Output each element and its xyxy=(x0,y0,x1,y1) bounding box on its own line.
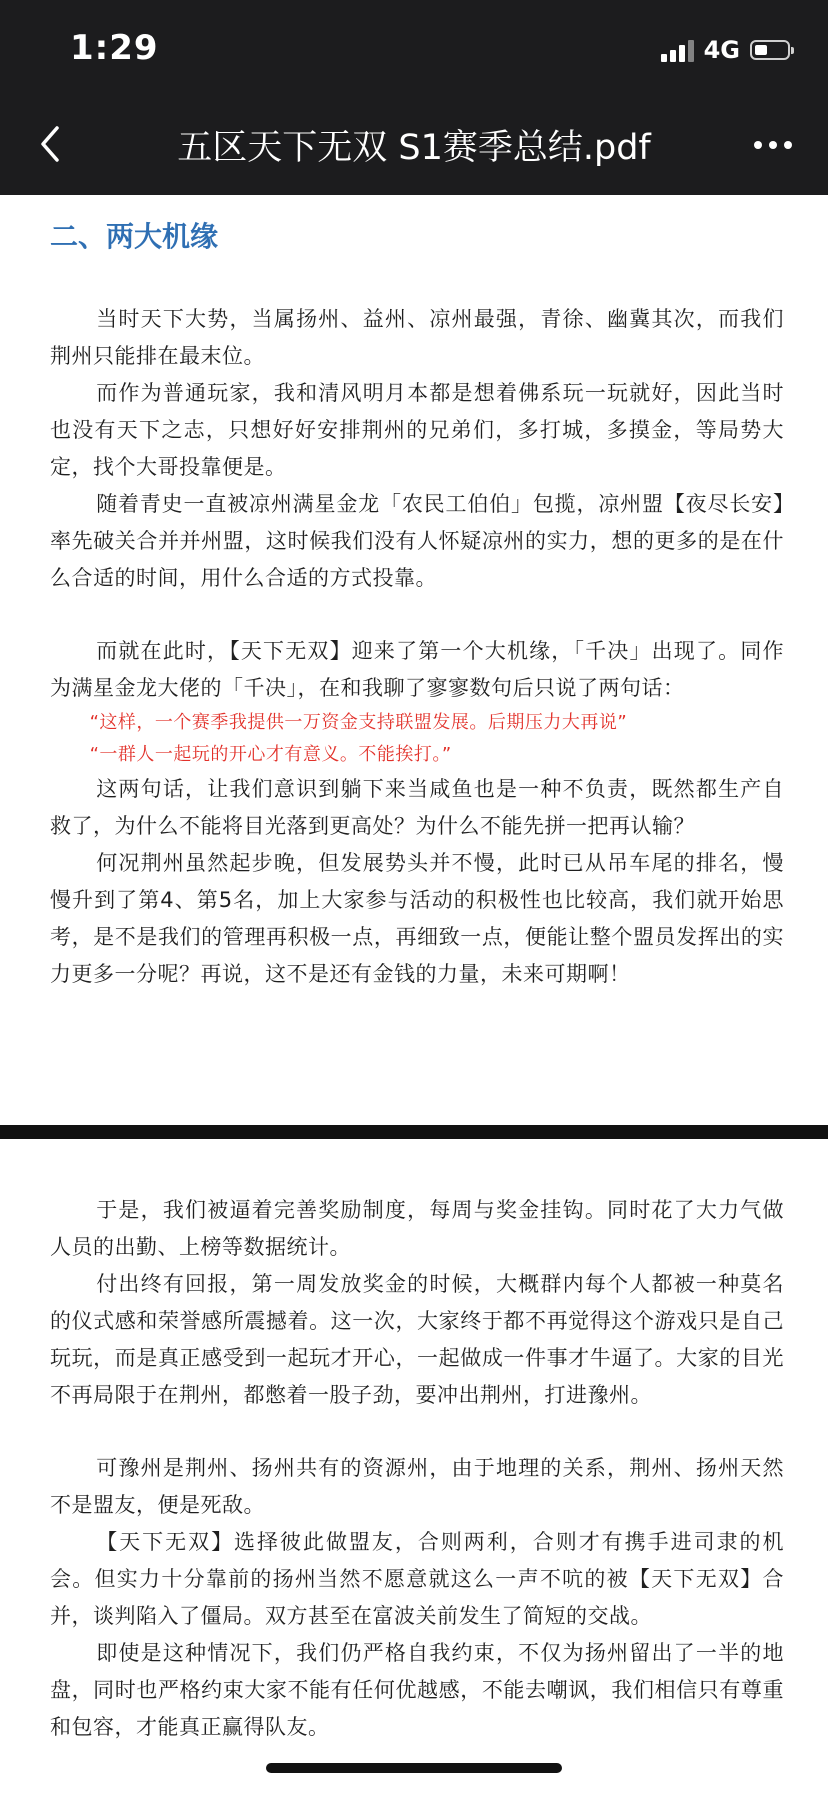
home-indicator[interactable] xyxy=(266,1763,562,1773)
pdf-page xyxy=(50,1192,784,1746)
paragraph: 而就在此时，【天下无双】迎来了第一个大机缘，「千决」出现了。同作为满星金龙大佬的「千决」，在和我聊了寥寥数句后只说了两句话： xyxy=(50,639,784,700)
paragraph: 于是，我们被逼着完善奖励制度，每周与奖金挂钩。同时花了大力气做人员的出勤、上榜等数据统计。 xyxy=(50,1198,784,1259)
network-type: 4G xyxy=(703,36,740,64)
back-button[interactable] xyxy=(30,120,70,168)
paragraph: 何况荆州虽然起步晚，但发展势头并不慢，此时已从吊车尾的排名，慢慢升到了第4、第5名，加上大家参与活动的积极性也比较高，我们就开始思考，是不是我们的管理再积极一点，再细致一点，便能让整个盟员发挥出的实力更多一分呢？再说，这不是还有金钱的力量，未来可期啊！ xyxy=(50,851,784,986)
paragraph: 【天下无双】选择彼此做盟友，合则两利，合则才有携手进司隶的机会。但实力十分靠前的扬州当然不愿意就这么一声不吭的被【天下无双】合并，谈判陷入了僵局。双方甚至在富波关前发生了简短的交战。 xyxy=(50,1530,784,1628)
paragraph: 这两句话，让我们意识到躺下来当咸鱼也是一种不负责，既然都生产自救了，为什么不能将目光落到更高处？为什么不能先拼一把再认输？ xyxy=(50,777,784,838)
quote-line: “这样，一个赛季我提供一万资金支持联盟发展。后期压力大再说” xyxy=(89,712,628,733)
top-bar xyxy=(0,0,828,195)
section-heading: 二、两大机缘 xyxy=(50,220,219,253)
paragraph: 随着青史一直被凉州满星金龙「农民工伯伯」包揽，凉州盟【夜尽长安】率先破关合并并州盟，这时候我们没有人怀疑凉州的实力，想的更多的是在什么合适的时间，用什么合适的方式投靠。 xyxy=(50,492,784,590)
quote-line: “一群人一起玩的开心才有意义。不能挨打。” xyxy=(89,744,452,765)
signal-icon xyxy=(661,38,694,62)
status-icons xyxy=(661,36,790,64)
more-dot-icon xyxy=(769,141,777,149)
document-title: 五区天下无双 S1赛季总结.pdf xyxy=(177,128,651,168)
more-dot-icon xyxy=(784,141,792,149)
paragraph: 付出终有回报，第一周发放奖金的时候，大概群内每个人都被一种莫名的仪式感和荣誉感所震撼着。这一次，大家终于都不再觉得这个游戏只是自己玩玩，而是真正感受到一起玩才开心，一起做成一件事才牛逼了。大家的目光不再局限于在荆州，都憋着一股子劲，要冲出荆州，打进豫州。 xyxy=(50,1272,784,1407)
status-time: 1:29 xyxy=(70,28,159,68)
pdf-page xyxy=(50,195,784,993)
paragraph: 而作为普通玩家，我和清风明月本都是想着佛系玩一玩就好，因此当时也没有天下之志，只想好好安排荆州的兄弟们，多打城，多摸金，等局势大定，找个大哥投靠便是。 xyxy=(50,381,784,479)
paragraph: 可豫州是荆州、扬州共有的资源州，由于地理的关系，荆州、扬州天然不是盟友，便是死敌。 xyxy=(50,1456,784,1517)
more-dot-icon xyxy=(754,141,762,149)
paragraph: 当时天下大势，当属扬州、益州、凉州最强，青徐、幽冀其次，而我们荆州只能排在最末位。 xyxy=(50,307,784,368)
more-options-button[interactable] xyxy=(748,128,798,162)
paragraph: 即使是这种情况下，我们仍严格自我约束，不仅为扬州留出了一半的地盘，同时也严格约束大家不能有任何优越感，不能去嘲讽，我们相信只有尊重和包容，才能真正赢得队友。 xyxy=(50,1641,784,1739)
chevron-left-icon xyxy=(39,125,61,163)
pdf-viewer[interactable] xyxy=(0,195,828,1793)
page-separator xyxy=(0,1125,828,1139)
battery-icon xyxy=(750,40,790,60)
